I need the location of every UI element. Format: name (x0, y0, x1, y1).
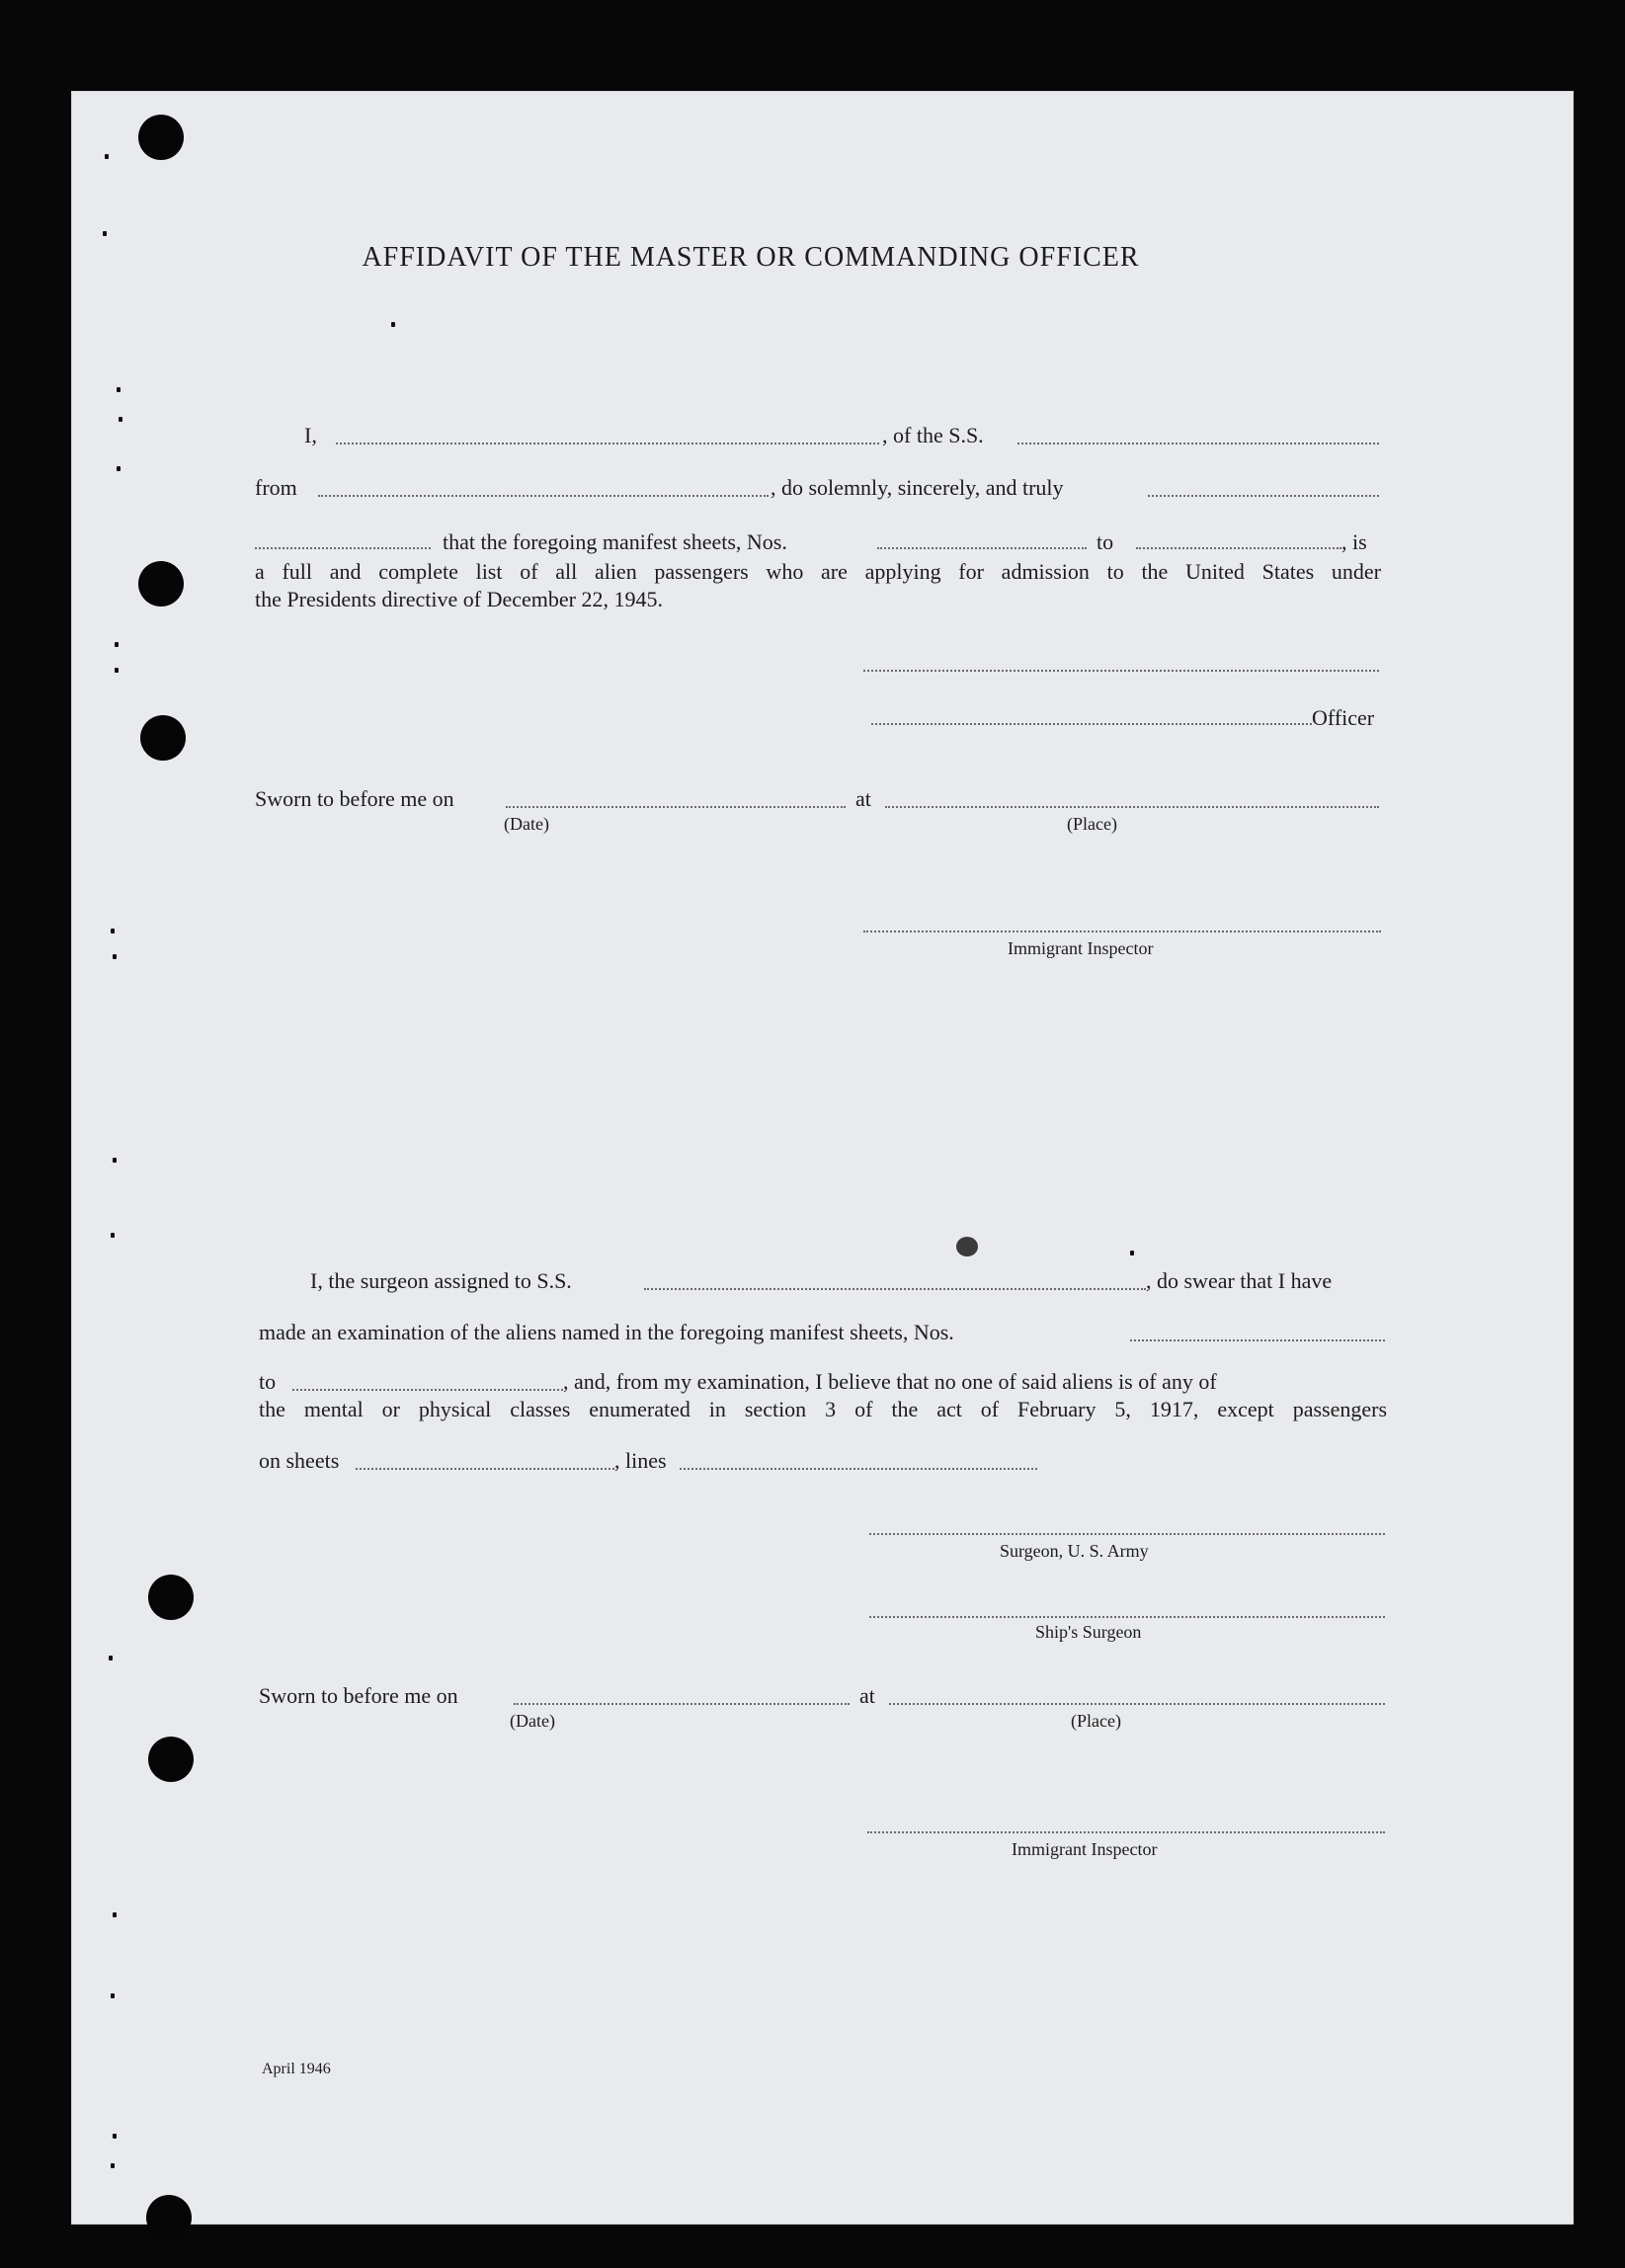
to-label: to (1097, 529, 1114, 554)
sworn-at-label: at (855, 786, 871, 811)
sworn2-at-label: at (859, 1683, 875, 1708)
surgeon-examination: made an examination of the aliens named in the foregoing manifest sheets, Nos. (259, 1320, 954, 1344)
margin-speck (111, 929, 115, 933)
punch-hole (148, 1737, 194, 1782)
army-surgeon-signature-line[interactable] (869, 1533, 1385, 1535)
officer-signature-field[interactable] (871, 723, 1312, 725)
place-caption: (Place) (1067, 814, 1117, 834)
margin-speck (113, 1912, 117, 1917)
inspector2-signature-line[interactable] (867, 1831, 1385, 1833)
margin-speck (115, 642, 119, 647)
master-statement-end: the Presidents directive of December 22, 1945. (255, 587, 663, 611)
master-signature-line[interactable] (863, 670, 1379, 672)
margin-speck (105, 154, 109, 159)
surgeon-classes: the mental or physical classes enumerated in section 3 of the act of February 5, 1917, except passengers (259, 1397, 1387, 1421)
margin-speck (109, 1656, 113, 1660)
ship-surgeon-label: Ship's Surgeon (1035, 1622, 1142, 1642)
surgeon-intro: I, the surgeon assigned to S.S. (310, 1268, 572, 1293)
surgeon-to-label: to (259, 1369, 277, 1394)
margin-speck (117, 466, 121, 471)
sworn-text: Sworn to before me on (255, 786, 454, 811)
form-title: AFFIDAVIT OF THE MASTER OR COMMANDING OFFICER (362, 242, 1140, 273)
inspector2-label: Immigrant Inspector (1012, 1839, 1158, 1859)
port-field[interactable] (318, 495, 769, 497)
sworn-place-field[interactable] (885, 806, 1379, 808)
margin-speck (1130, 1251, 1134, 1256)
margin-speck (111, 1993, 115, 1998)
lines-label: , lines (614, 1448, 667, 1473)
margin-speck (111, 2163, 115, 2168)
form-date-footer: April 1946 (262, 2061, 331, 2077)
manifest-text: that the foregoing manifest sheets, Nos. (443, 529, 787, 554)
inspector-signature-line[interactable] (863, 931, 1381, 932)
master-name-field[interactable] (336, 443, 879, 445)
swear-label: , do solemnly, sincerely, and truly (771, 475, 1064, 500)
document-page (71, 91, 1574, 2225)
margin-speck (113, 1158, 117, 1163)
date-caption: (Date) (504, 814, 549, 834)
surgeon-ship-field[interactable] (644, 1288, 1146, 1290)
except-sheets-field[interactable] (356, 1468, 614, 1470)
sworn2-text: Sworn to before me on (259, 1683, 458, 1708)
officer-label: Officer (1312, 705, 1375, 730)
ship-label: , of the S.S. (882, 423, 984, 447)
oath-continuation-field[interactable] (255, 547, 431, 549)
punch-hole (148, 1575, 194, 1620)
except-lines-field[interactable] (680, 1468, 1037, 1470)
sheets-from-field[interactable] (877, 547, 1087, 549)
place2-caption: (Place) (1071, 1711, 1121, 1731)
on-sheets-label: on sheets (259, 1448, 340, 1473)
surgeon-belief: , and, from my examination, I believe that no one of said aliens is of any of (563, 1369, 1217, 1394)
master-i-label: I, (304, 423, 317, 447)
margin-speck (103, 231, 107, 236)
surgeon-sheets-from-field[interactable] (1130, 1339, 1385, 1341)
punch-hole (140, 715, 186, 761)
punch-hole (146, 2195, 192, 2240)
margin-speck (113, 2134, 117, 2139)
margin-speck (115, 668, 119, 673)
date2-caption: (Date) (510, 1711, 555, 1731)
is-label: , is (1341, 529, 1367, 554)
army-surgeon-label: Surgeon, U. S. Army (1000, 1541, 1149, 1561)
oath-field[interactable] (1148, 495, 1379, 497)
margin-speck (111, 1233, 115, 1238)
sworn2-place-field[interactable] (889, 1703, 1385, 1705)
ship-surgeon-signature-line[interactable] (869, 1616, 1385, 1618)
inspector-label: Immigrant Inspector (1008, 938, 1154, 958)
margin-speck (113, 954, 117, 959)
margin-speck (117, 387, 121, 392)
sworn2-date-field[interactable] (514, 1703, 850, 1705)
sheets-to-field[interactable] (1136, 547, 1341, 549)
ship-name-field[interactable] (1017, 443, 1379, 445)
margin-speck (391, 322, 395, 327)
margin-speck (119, 417, 122, 422)
surgeon-swear: , do swear that I have (1146, 1268, 1333, 1293)
punch-hole (138, 115, 184, 160)
ink-blot (956, 1237, 978, 1256)
from-label: from (255, 475, 297, 500)
punch-hole (138, 561, 184, 607)
surgeon-sheets-to-field[interactable] (292, 1389, 563, 1391)
sworn-date-field[interactable] (506, 806, 846, 808)
master-statement: a full and complete list of all alien passengers who are applying for admission to the United States under (255, 559, 1381, 584)
